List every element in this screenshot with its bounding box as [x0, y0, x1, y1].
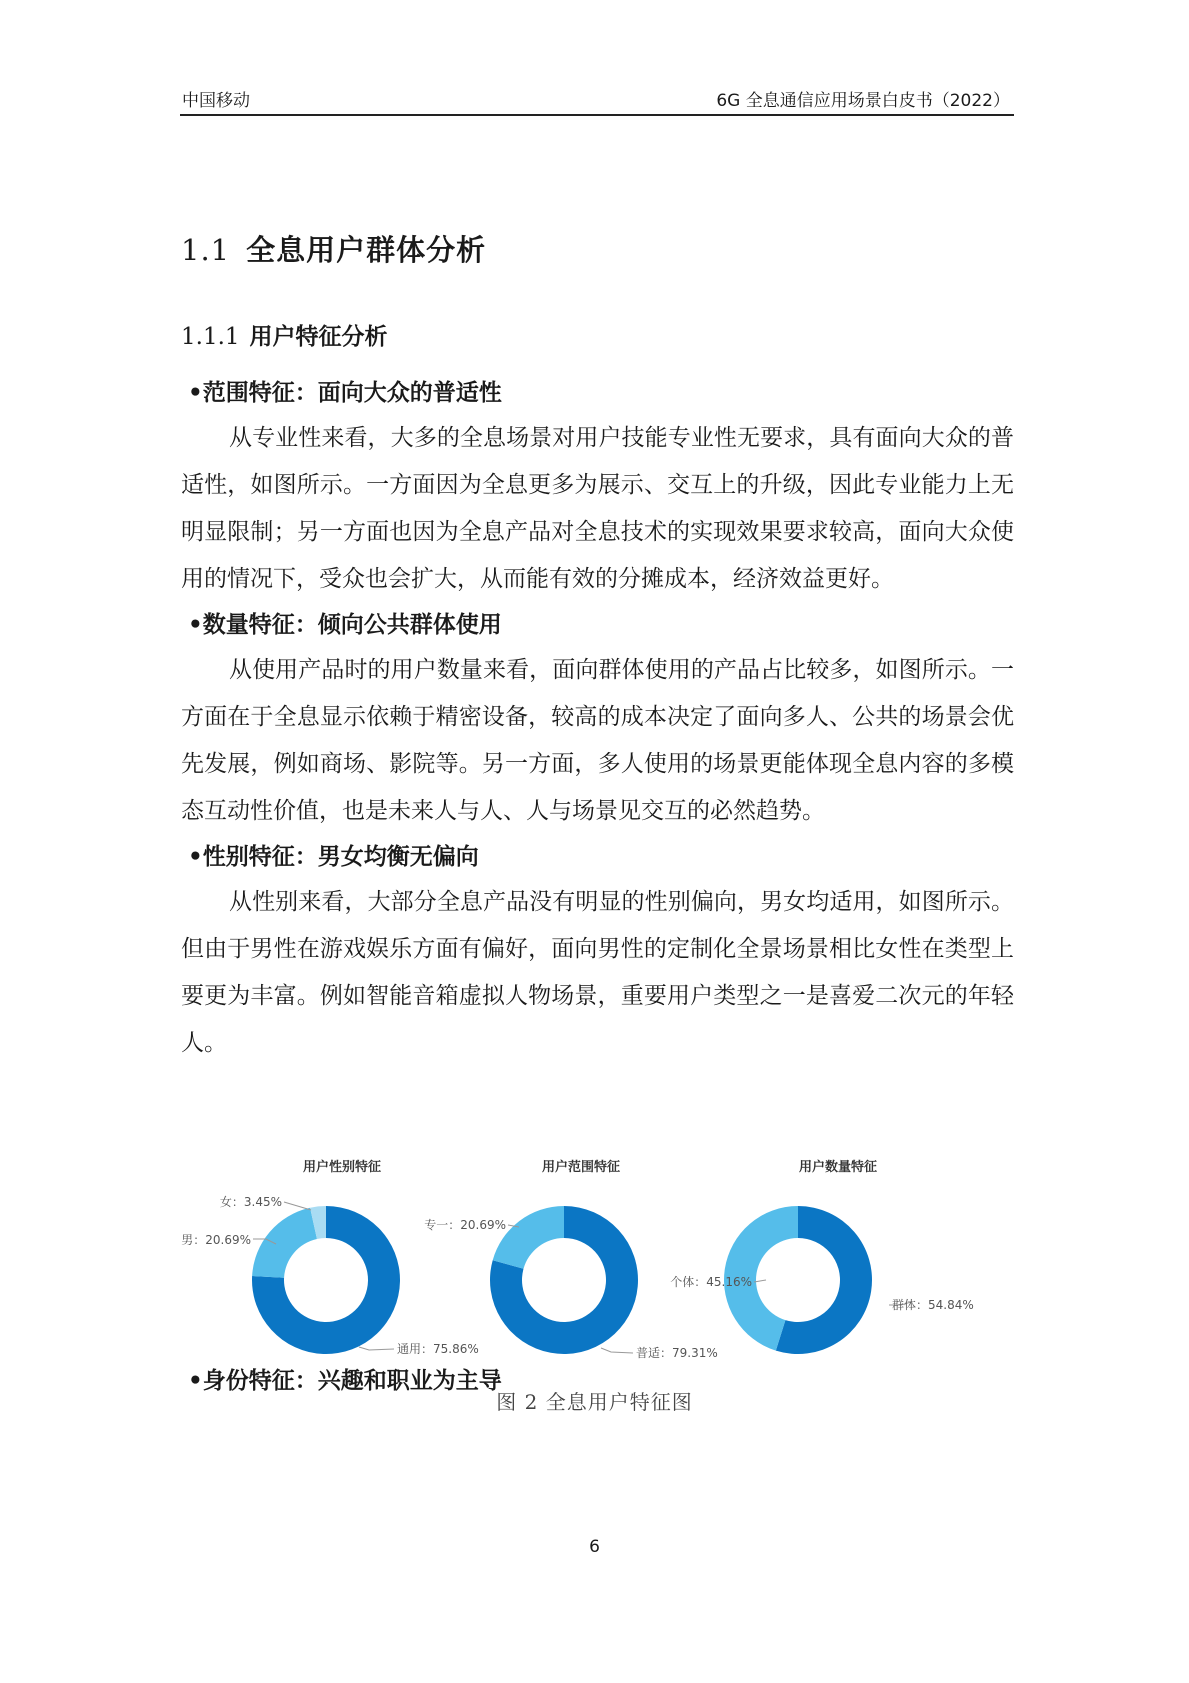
donut-charts-svg: [181, 1152, 1021, 1392]
bullet-heading-gender: •性别特征：男女均衡无偏向: [188, 844, 479, 870]
paragraph-gender: [181, 879, 1014, 1067]
donut-slice-男: [252, 1208, 317, 1278]
data-label: 群体：54.84%: [892, 1298, 974, 1312]
header-doc-title: 6G 全息通信应用场景白皮书（2022）: [716, 91, 1010, 111]
paragraph-text: 从性别来看，大部分全息产品没有明显的性别偏向，男女均适用，如图所示。但由于男性在游戏娱乐方面有偏好，面向男性的定制化全景场景相比女性在类型上要更为丰富。例如智能音箱虚拟人物场景，重要用户类型之一是喜爱二次元的年轻人。: [181, 889, 1014, 1056]
donut-slice-专一: [493, 1206, 564, 1269]
bullet-heading-quantity: •数量特征：倾向公共群体使用: [188, 612, 502, 638]
section-title: 全息用户群体分析: [246, 233, 487, 267]
chart-title: 用户范围特征: [541, 1160, 621, 1175]
figure-caption: 图 2 全息用户特征图: [496, 1390, 693, 1414]
data-label: 通用：75.86%: [397, 1342, 479, 1356]
subsection-heading: [181, 318, 388, 351]
leader-line: [284, 1202, 311, 1210]
header-org: 中国移动: [182, 91, 250, 111]
subsection-title: 用户特征分析: [249, 324, 388, 350]
data-label: 女：3.45%: [219, 1195, 282, 1209]
bullet-heading-scope: •范围特征：面向大众的普适性: [188, 380, 502, 406]
user-feature-charts: [181, 1152, 1021, 1392]
page-header: [180, 84, 1014, 116]
chart-title: 用户性别特征: [302, 1160, 382, 1175]
paragraph-text: 从使用产品时的用户数量来看，面向群体使用的产品占比较多，如图所示。一方面在于全息显示依赖于精密设备，较高的成本决定了面向多人、公共的场景会优先发展，例如商场、影院等。另一方面，多人使用的场景更能体现全息内容的多模态互动性价值，也是未来人与人、人与场景见交互的必然趋势。: [181, 657, 1014, 824]
paragraph-text: 从专业性来看，大多的全息场景对用户技能专业性无要求，具有面向大众的普适性，如图所示。一方面因为全息更多为展示、交互上的升级，因此专业能力上无明显限制；另一方面也因为全息产品对全息技术的实现效果要求较高，面向大众使用的情况下，受众也会扩大，从而能有效的分摊成本，经济效益更好。: [181, 425, 1014, 592]
data-label: 个体：45.16%: [670, 1275, 752, 1289]
data-label: 普适：79.31%: [636, 1346, 718, 1360]
page-number: 6: [589, 1537, 600, 1557]
donut-scope: [490, 1206, 638, 1354]
paragraph-quantity: [181, 647, 1014, 835]
section-heading: [181, 228, 486, 269]
donut-gender: [252, 1206, 400, 1354]
data-label: 男：20.69%: [181, 1233, 251, 1247]
subsection-number: 1.1.1: [181, 324, 240, 350]
section-number: 1.1: [181, 233, 231, 267]
bullet-heading-identity: •身份特征：兴趣和职业为主导: [188, 1368, 502, 1394]
leader-line: [601, 1348, 633, 1353]
leader-line: [359, 1347, 394, 1350]
chart-title: 用户数量特征: [798, 1160, 878, 1175]
paragraph-scope: [181, 415, 1014, 603]
data-label: 专一：20.69%: [424, 1218, 506, 1232]
